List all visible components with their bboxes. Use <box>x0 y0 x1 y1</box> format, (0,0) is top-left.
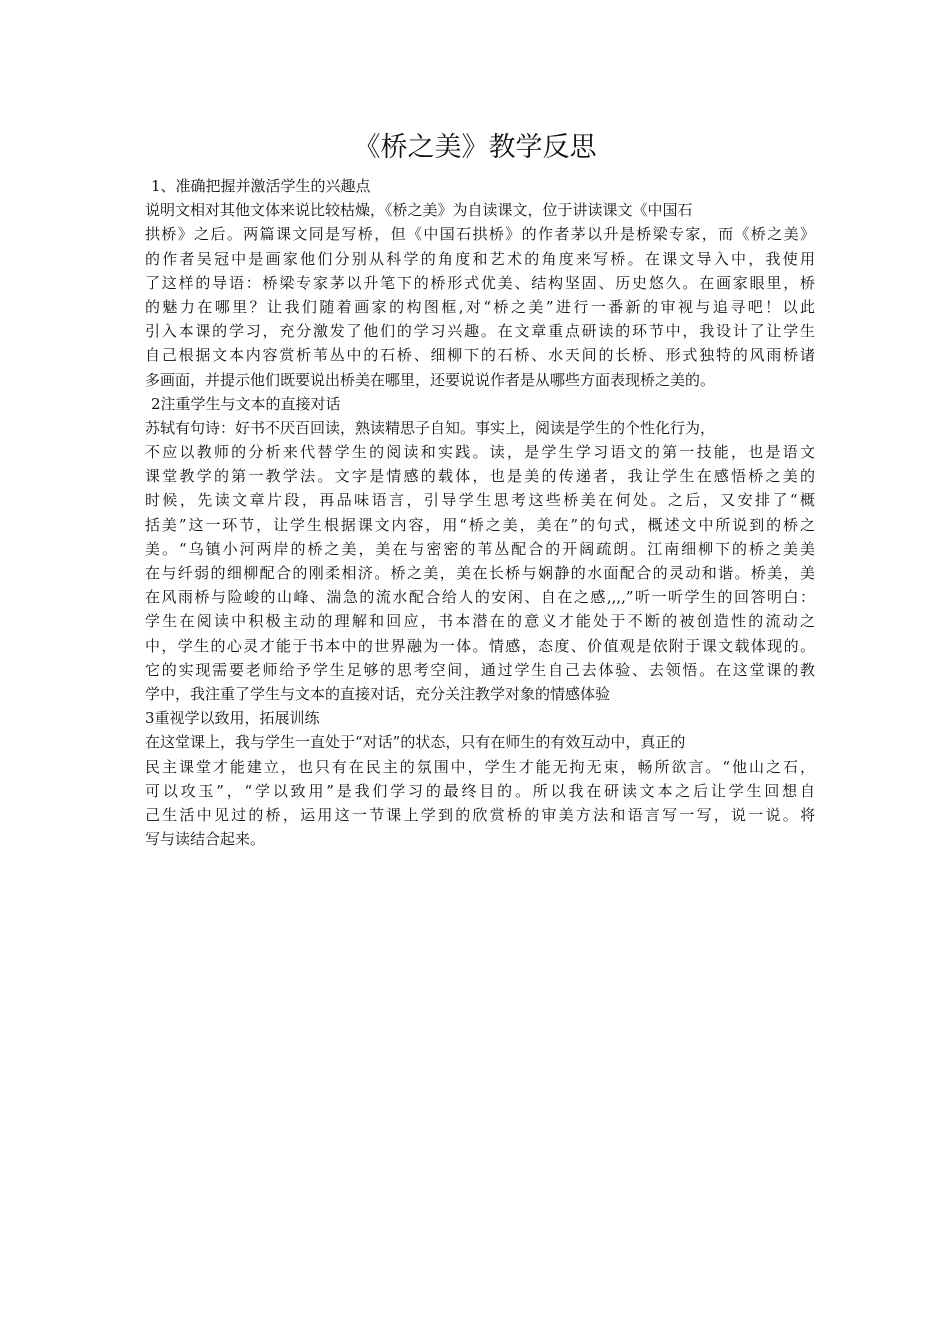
document-title: 《桥之美》教学反思 <box>353 132 597 163</box>
text-line: 的魅力在哪里？让我们随着画家的构图框,对“桥之美”进行一番新的审视与追寻吧！以此 <box>145 297 815 316</box>
text-line: 了这样的导语：桥梁专家茅以升笔下的桥形式优美、结构坚固、历史悠久。在画家眼里，桥 <box>145 273 815 292</box>
text-line: 学生在阅读中积极主动的理解和回应，书本潜在的意义才能处于不断的被创造性的流动之 <box>145 612 815 631</box>
text-line: 民主课堂才能建立，也只有在民主的氛围中，学生才能无拘无束，畅所欲言。“他山之石， <box>145 757 815 776</box>
text-line: 多画面，并提示他们既要说出桥美在哪里，还要说说作者是从哪些方面表现桥之美的。 <box>145 370 716 389</box>
text-line: 自己根据文本内容赏析苇丛中的石桥、细柳下的石桥、水天间的长桥、形式独特的风雨桥诸 <box>145 346 815 365</box>
text-line: 在与纤弱的细柳配合的刚柔相济。桥之美，美在长桥与娴静的水面配合的灵动和谐。桥美，美 <box>145 564 815 582</box>
text-line: 己生活中见过的桥，运用这一节课上学到的欣赏桥的审美方法和语言写一写，说一说。将 <box>145 805 815 824</box>
text-line: 拱桥》之后。两篇课文同是写桥，但《中国石拱桥》的作者茅以升是桥梁专家，而《桥之美》 <box>145 225 815 244</box>
section-heading-1: 1、准确把握并激活学生的兴趣点 <box>151 177 371 195</box>
section-heading-2: 2注重学生与文本的直接对话 <box>151 394 341 413</box>
text-line: 括美”这一环节，让学生根据课文内容，用“桥之美，美在”的句式，概述文中所说到的桥之 <box>145 515 815 534</box>
text-line: 苏轼有句诗：好书不厌百回读，熟读精思子自知。事实上，阅读是学生的个性化行为， <box>145 418 716 437</box>
text-line: 说明文相对其他文体来说比较枯燥，《桥之美》为自读课文，位于讲读课文《中国石 <box>145 201 693 220</box>
text-line: 课堂教学的第一教学法。文字是情感的载体，也是美的传递者，我让学生在感悟桥之美的 <box>145 467 815 486</box>
text-line: 在风雨桥与险峻的山峰、湍急的流水配合给人的安闲、自在之感,,,,”听一听学生的回答明白： <box>145 588 815 607</box>
text-line: 中，学生的心灵才能于书本中的世界融为一体。情感，态度、价值观是依附于课文载体现的。 <box>145 636 815 655</box>
section-heading-3: 3重视学以致用，拓展训练 <box>145 709 320 728</box>
text-line: 它的实现需要老师给予学生足够的思考空间，通过学生自己去体验、去领悟。在这堂课的教 <box>145 660 815 679</box>
text-line: 在这堂课上，我与学生一直处于“对话”的状态，只有在师生的有效互动中，真正的 <box>145 733 686 752</box>
text-line: 不应以教师的分析来代替学生的阅读和实践。读，是学生学习语文的第一技能，也是语文 <box>145 443 815 462</box>
document-body <box>145 174 815 851</box>
text-line: 可以攻玉”，“学以致用”是我们学习的最终目的。所以我在研读文本之后让学生回想自 <box>145 781 815 800</box>
text-line: 时候，先读文章片段，再品味语言，引导学生思考这些桥美在何处。之后，又安排了“概 <box>145 491 815 510</box>
text-line: 的作者吴冠中是画家他们分别从科学的角度和艺术的角度来写桥。在课文导入中，我使用 <box>145 249 815 268</box>
text-line: 学中，我注重了学生与文本的直接对话，充分关注教学对象的情感体验 <box>145 684 611 703</box>
text-line: 写与读结合起来。 <box>145 830 266 849</box>
text-line: 引入本课的学习，充分激发了他们的学习兴趣。在文章重点研读的环节中，我设计了让学生 <box>145 322 815 341</box>
text-line: 美。“乌镇小河两岸的桥之美，美在与密密的苇丛配合的开阔疏朗。江南细柳下的桥之美美 <box>145 539 815 558</box>
